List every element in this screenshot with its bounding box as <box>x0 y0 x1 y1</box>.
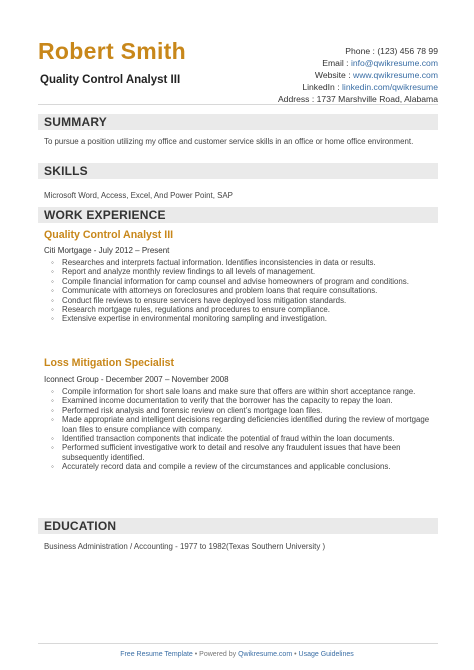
skills-heading-bar <box>38 163 438 179</box>
summary-text: To pursue a position utilizing my office and customer service skills in an office or home office environment. <box>44 137 414 146</box>
summary-heading-bar <box>38 114 438 130</box>
email-label: Email : <box>322 58 349 68</box>
list-item: ◦ Researches and interprets factual information. Identifies inconsistencies in data or results. <box>62 258 434 267</box>
contact-phone <box>278 45 438 57</box>
experience-heading-bar <box>38 207 438 223</box>
contact-website <box>278 69 438 81</box>
address-label: Address : <box>277 94 315 104</box>
footer-divider <box>38 643 438 644</box>
contact-linkedin <box>278 81 438 93</box>
list-item: ◦ Identified transaction components that indicate the potential of fraud within the loan documents. <box>62 434 434 443</box>
job-company: Citi Mortgage - July 2012 – Present <box>44 246 170 255</box>
qwikresume-link[interactable]: Qwikresume.com <box>238 651 293 658</box>
list-item: ◦ Communicate with attorneys on foreclosures and problem loans that require consultations. <box>62 286 434 295</box>
phone-label: Phone : <box>345 46 375 56</box>
footer: Free Resume Template • Powered by Qwikresume.com • Usage Guidelines <box>120 651 354 658</box>
skills-heading: SKILLS <box>44 164 88 178</box>
list-item: ◦ Performed risk analysis and forensic review on client’s mortgage loan files. <box>62 406 434 415</box>
candidate-name: Robert Smith <box>38 38 186 64</box>
education-heading-bar <box>38 518 438 534</box>
job-company: Iconnect Group - December 2007 – November 2008 <box>44 375 229 384</box>
job-title: Loss Mitigation Specialist <box>44 357 175 369</box>
summary-heading: SUMMARY <box>44 115 107 129</box>
list-item: ◦ Accurately record data and compile a review of the circumstances and applicable conclusions. <box>62 462 434 471</box>
skills-text: Microsoft Word, Access, Excel, And Power Point, SAP <box>44 191 233 200</box>
job-title: Quality Control Analyst III <box>44 229 174 241</box>
list-item: ◦ Report and analyze monthly review findings to all levels of management. <box>62 267 434 276</box>
experience-heading: WORK EXPERIENCE <box>44 208 166 222</box>
list-item: ◦ Compile information for short sale loans and make sure that offers are within short acceptance range. <box>62 387 434 396</box>
address-value: 1737 Marshville Road, Alabama <box>316 94 438 104</box>
job-bullets <box>48 258 434 324</box>
list-item: ◦ Research mortgage rules, regulations and procedures to ensure compliance. <box>62 305 434 314</box>
linkedin-link[interactable]: linkedin.com/qwikresume <box>342 82 438 92</box>
job-bullets <box>48 387 434 472</box>
powered-by-text: Powered by <box>199 651 237 658</box>
list-item: ◦ Examined income documentation to verify that the borrower has the capacity to repay the loan. <box>62 396 434 405</box>
linkedin-label: LinkedIn : <box>302 82 340 92</box>
contact-block <box>278 45 438 105</box>
list-item: ◦ Made appropriate and intelligent decisions regarding deficiencies identified during the review of mortgage loan files to ensure compliance with company. <box>62 415 434 434</box>
list-item: ◦ Conduct file reviews to ensure servicers have deployed loss mitigation standards. <box>62 296 434 305</box>
phone-value: (123) 456 78 99 <box>377 46 438 56</box>
list-item: ◦ Extensive expertise in environmental monitoring sampling and investigation. <box>62 314 434 323</box>
education-text: Business Administration / Accounting - 1977 to 1982(Texas Southern University ) <box>44 542 326 551</box>
list-item: ◦ Compile financial information for camp counsel and advise homeowners of program and conditions. <box>62 277 434 286</box>
header-divider <box>38 104 438 105</box>
list-item: ◦ Performed sufficient investigative work to detail and resolve any fraudulent issues that have been subsequently identified. <box>62 443 434 462</box>
email-link[interactable]: info@qwikresume.com <box>350 58 438 68</box>
candidate-title: Quality Control Analyst III <box>40 74 181 86</box>
contact-email <box>278 57 438 69</box>
website-label: Website : <box>314 70 351 80</box>
usage-guidelines-link[interactable]: Usage Guidelines <box>298 651 354 658</box>
free-resume-template-link[interactable]: Free Resume Template <box>120 651 193 658</box>
education-heading: EDUCATION <box>44 519 117 533</box>
website-link[interactable]: www.qwikresume.com <box>352 70 438 80</box>
